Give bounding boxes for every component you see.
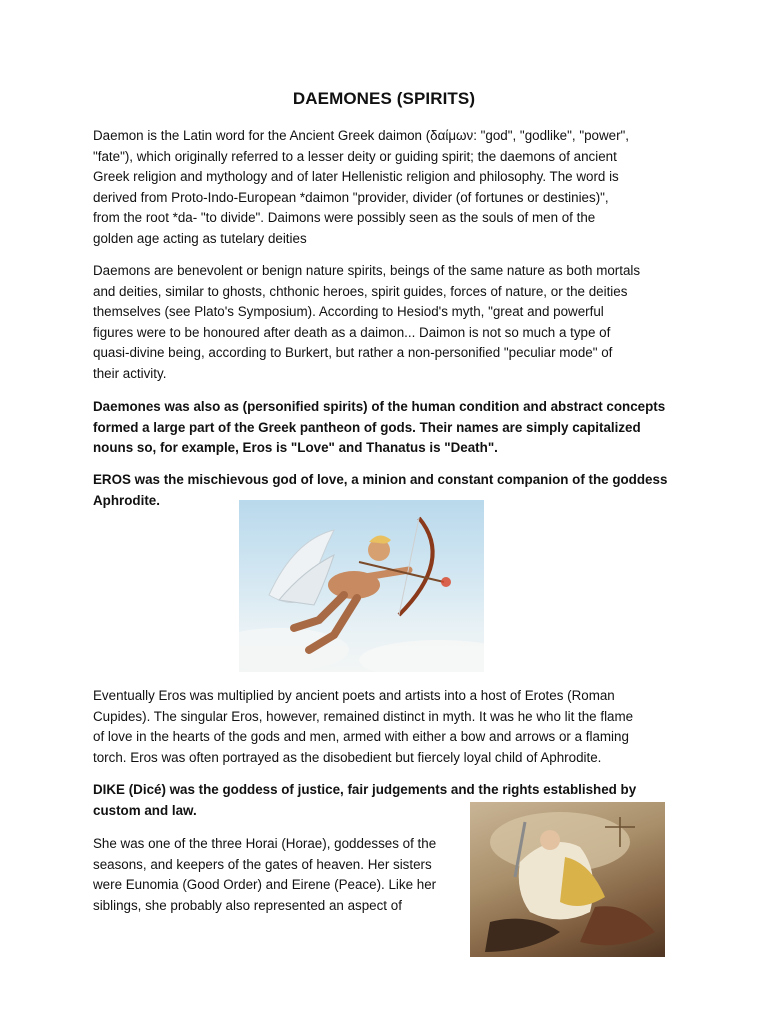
text-line: Cupides). The singular Eros, however, remained distinct in myth. It was he who lit the flame	[93, 708, 634, 724]
eros-illustration	[239, 500, 484, 672]
eros-drawing	[239, 500, 484, 672]
paragraph-personified-spirits	[93, 397, 677, 459]
paragraph-daemon-definition	[93, 126, 677, 250]
text-line: Daemones was also as (personified spirits) of the human condition and abstract concepts	[93, 399, 666, 414]
text-line: Greek religion and mythology and of later Hellenistic religion and philosophy. The word is	[93, 169, 619, 185]
text-line: nouns so, for example, Eros is "Love" and Thanatus is "Death".	[93, 440, 498, 456]
text-line: DIKE (Dicé) was the goddess of justice, fair judgements and the rights established by	[93, 782, 637, 797]
text-line: quasi-divine being, according to Burkert, but rather a non-personified "peculiar mode" of	[93, 345, 613, 361]
text-line: and deities, similar to ghosts, chthonic heroes, spirit guides, forces of nature, or the deities	[93, 283, 628, 299]
text-line: Aphrodite.	[93, 492, 160, 508]
text-line: derived from Proto-Indo-European *daimon "provider, divider (of fortunes or destinies)",	[93, 189, 609, 205]
text-line: seasons, and keepers of the gates of heaven. Her sisters	[93, 856, 432, 872]
text-line: Daemons are benevolent or benign nature spirits, beings of the same nature as both mortals	[93, 263, 641, 278]
text-line: formed a large part of the Greek pantheon of gods. Their names are simply capitalized	[93, 419, 641, 435]
text-line: golden age acting as tutelary deities	[93, 230, 307, 246]
text-line: themselves (see Plato's Symposium). According to Hesiod's myth, "great and powerful	[93, 304, 604, 320]
paragraph-horai	[93, 834, 463, 916]
text-line: "fate"), which originally referred to a lesser deity or guiding spirit; the daemons of ancient	[93, 148, 617, 164]
text-line: of love in the hearts of the gods and men, armed with either a bow and arrows or a flaming	[93, 729, 629, 745]
paragraph-nature-spirits	[93, 261, 677, 385]
dike-painting	[470, 802, 665, 957]
text-line: custom and law.	[93, 802, 197, 818]
page-title: DAEMONES (SPIRITS)	[292, 89, 476, 108]
text-line: were Eunomia (Good Order) and Eirene (Peace). Like her	[93, 877, 437, 893]
text-line: siblings, she probably also represented an aspect of	[93, 897, 402, 913]
dike-painting-drawing	[470, 802, 665, 957]
text-line: She was one of the three Horai (Horae), goddesses of the	[93, 836, 437, 851]
paragraph-erotes	[93, 686, 677, 768]
text-line: from the root *da- "to divide". Daimons were possibly seen as the souls of men of the	[93, 210, 596, 226]
text-line: Daemon is the Latin word for the Ancient Greek daimon (δαίμων: "god", "godlike", "power",	[93, 128, 630, 143]
text-line: their activity.	[93, 365, 167, 381]
text-line: Eventually Eros was multiplied by ancient poets and artists into a host of Erotes (Roman	[93, 688, 615, 703]
text-line: EROS was the mischievous god of love, a minion and constant companion of the goddess	[93, 472, 668, 487]
text-line: figures were to be honoured after death as a daimon... Daimon is not so much a type of	[93, 324, 611, 340]
text-line: torch. Eros was often portrayed as the disobedient but fiercely loyal child of Aphrodite.	[93, 749, 602, 765]
